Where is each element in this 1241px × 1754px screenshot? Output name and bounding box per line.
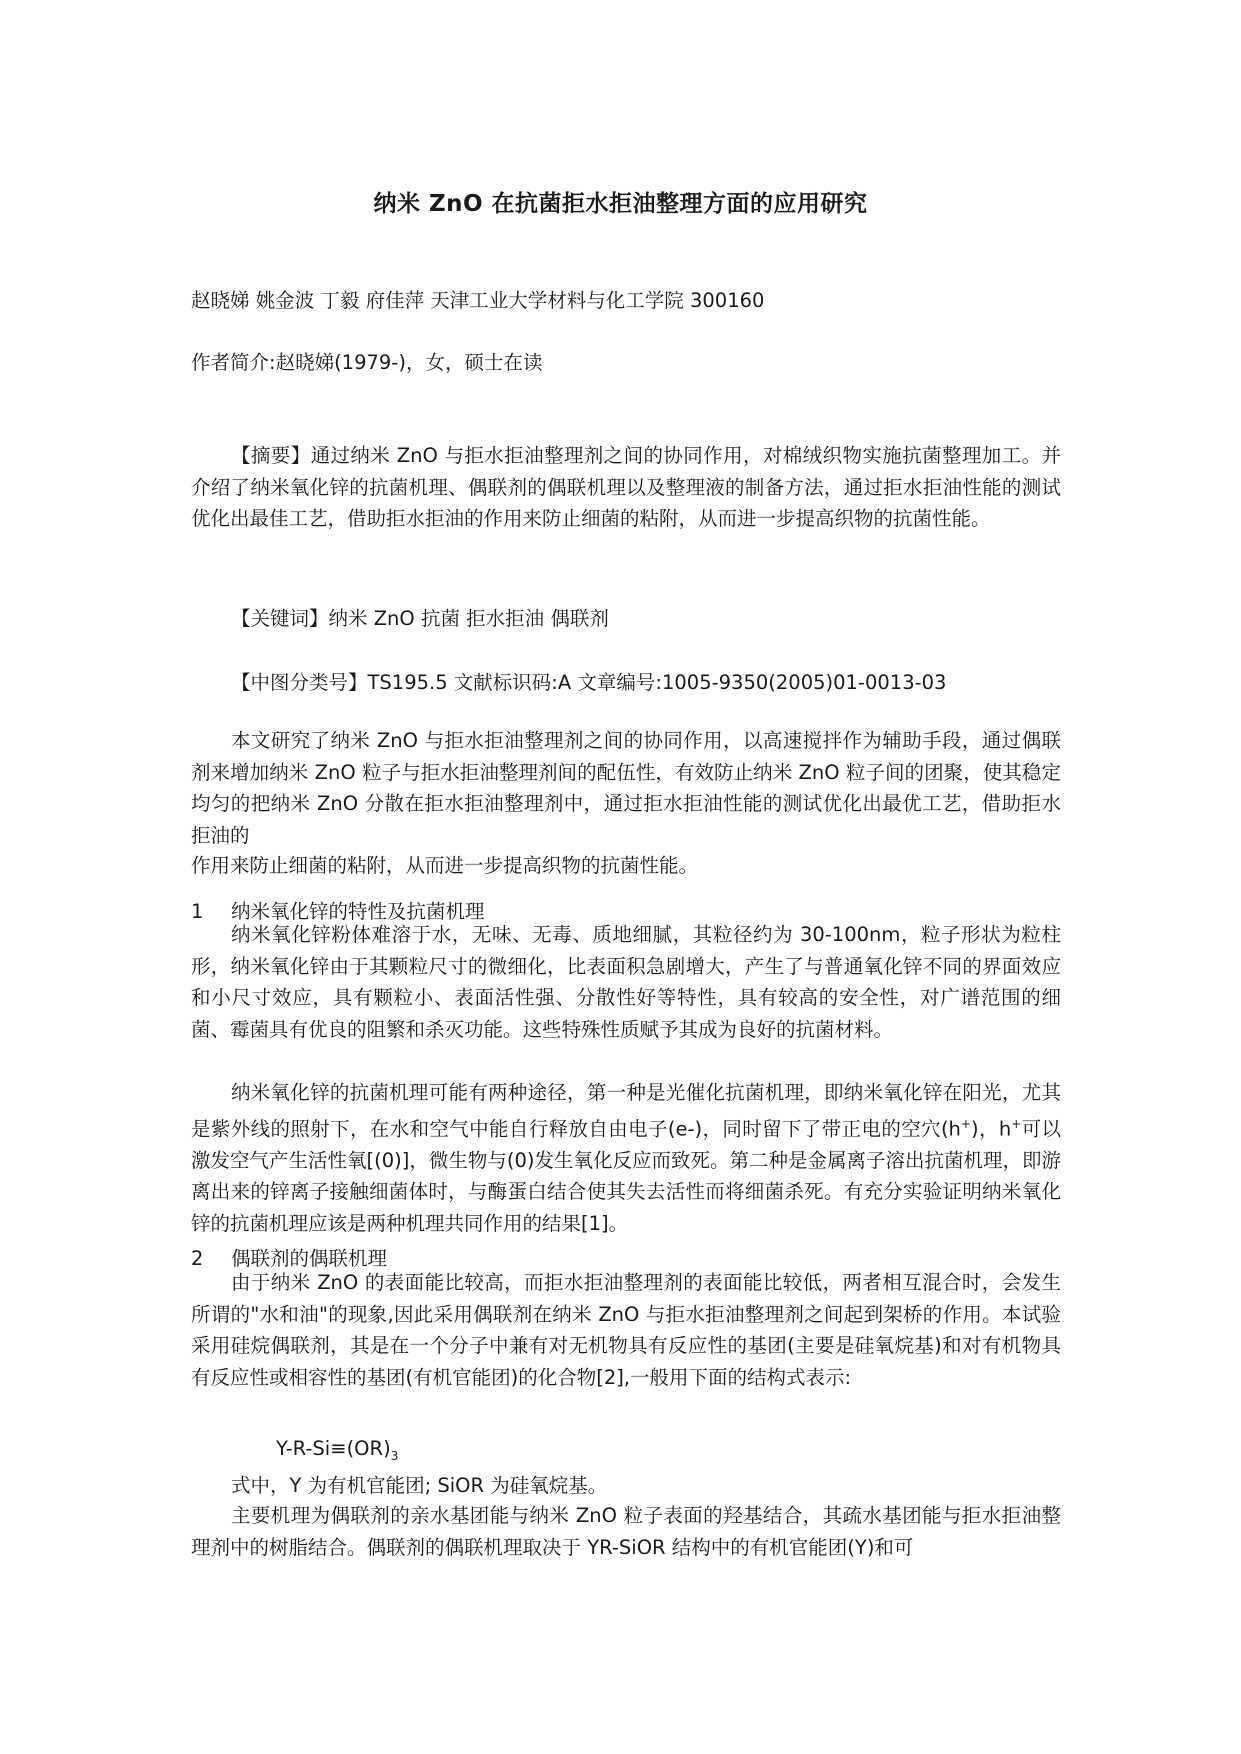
section-1-paragraph-2 [191, 1077, 1061, 1239]
section-2-title: 偶联剂的偶联机理 [231, 1247, 388, 1270]
s1p2-text-c: 可以激发空气产生活性氧[(0)]，微生物与(0)发生氧化反应而致死。第二种是金属离子溶出抗菌机理，即游离出来的锌离子接触细菌体时，与酶蛋白结合使其失去活性而将细菌杀死。有充分实验证明纳米氧化锌的抗菌机理应该是两种机理共同作用的结果[1]。 [191, 1117, 1062, 1235]
s1p2-sup-2: + [1011, 1116, 1022, 1131]
section-1-title: 纳米氧化锌的特性及抗菌机理 [231, 900, 485, 923]
author-intro: 作者简介:赵晓娣(1979-)，女，硕士在读 [191, 351, 543, 374]
formula-subscript: 3 [390, 1448, 399, 1463]
section-2-paragraph-2: 主要机理为偶联剂的亲水基团能与纳米 ZnO 粒子表面的羟基结合，其疏水基团能与拒水拒油整理剂中的树脂结合。偶联剂的偶联机理取决于 YR-SiOR 结构中的有机官能团(Y)和可 [191, 1504, 1061, 1559]
formula-main: Y-R-Si≡(OR) [276, 1437, 391, 1460]
paper-title: 纳米 ZnO 在抗菌拒水拒油整理方面的应用研究 [373, 191, 868, 217]
intro-paragraph: 本文研究了纳米 ZnO 与拒水拒油整理剂之间的协同作用，以高速搅拌作为辅助手段，通过偶联剂来增加纳米 ZnO 粒子与拒水拒油整理剂间的配伍性，有效防止纳米 ZnO 粒子间的团聚，使其稳定均匀的把纳米 ZnO 分散在拒水拒油整理剂中，通过拒水拒油性能的测试优化出最优工艺，借助拒水拒油的 [191, 729, 1061, 847]
intro-continuation: 作用来防止细菌的粘附，从而进一步提高织物的抗菌性能。 [191, 854, 699, 877]
classification: 【中图分类号】TS195.5 文献标识码:A 文章编号:1005-9350(2005)01-0013-03 [231, 671, 947, 694]
authors-line: 赵晓娣 姚金波 丁毅 府佳萍 天津工业大学材料与化工学院 300160 [191, 289, 765, 312]
section-2-number: 2 [191, 1247, 204, 1270]
formula-note: 式中，Y 为有机官能团; SiOR 为硅氧烷基。 [231, 1474, 608, 1497]
section-2-paragraph-1: 由于纳米 ZnO 的表面能比较高，而拒水拒油整理剂的表面能比较低，两者相互混合时，会发生所谓的"水和油"的现象,因此采用偶联剂在纳米 ZnO 与拒水拒油整理剂之间起到架桥的作用。本试验采用硅烷偶联剂，其是在一个分子中兼有对无机物具有反应性的基团(主要是硅氧烷基)和对有机物具有反应性或相容性的基团(有机官能团)的化合物[2],一般用下面的结构式表示: [191, 1271, 1061, 1389]
abstract: 【摘要】通过纳米 ZnO 与拒水拒油整理剂之间的协同作用，对棉绒织物实施抗菌整理加工。并介绍了纳米氧化锌的抗菌机理、偶联剂的偶联机理以及整理液的制备方法，通过拒水拒油性能的测试优化出最佳工艺，借助拒水拒油的作用来防止细菌的粘附，从而进一步提高织物的抗菌性能。 [191, 444, 1061, 530]
s1p2-text-a: 纳米氧化锌的抗菌机理可能有两种途径，第一种是光催化抗菌机理，即纳米氧化锌在阳光，尤其是紫外线的照射下，在水和空气中能自行释放自由电子(e-)，同时留下了带正电的空穴(h [191, 1081, 1061, 1140]
keywords: 【关键词】纳米 ZnO 抗菌 拒水拒油 偶联剂 [231, 607, 609, 630]
section-1-paragraph-1: 纳米氧化锌粉体难溶于水，无味、无毒、质地细腻，其粒径约为 30-100nm，粒子形状为粒柱形，纳米氧化锌由于其颗粒尺寸的微细化，比表面积急剧增大，产生了与普通氧化锌不同的界面效应和小尺寸效应，具有颗粒小、表面活性强、分散性好等特性，具有较高的安全性，对广谱范围的细菌、霉菌具有优良的阻繁和杀灭功能。这些特殊性质赋予其成为良好的抗菌材料。 [191, 923, 1061, 1041]
structural-formula [276, 1437, 398, 1463]
section-1-number: 1 [191, 900, 204, 923]
s1p2-text-b: )，h [970, 1117, 1012, 1140]
s1p2-sup-1: + [960, 1116, 971, 1131]
